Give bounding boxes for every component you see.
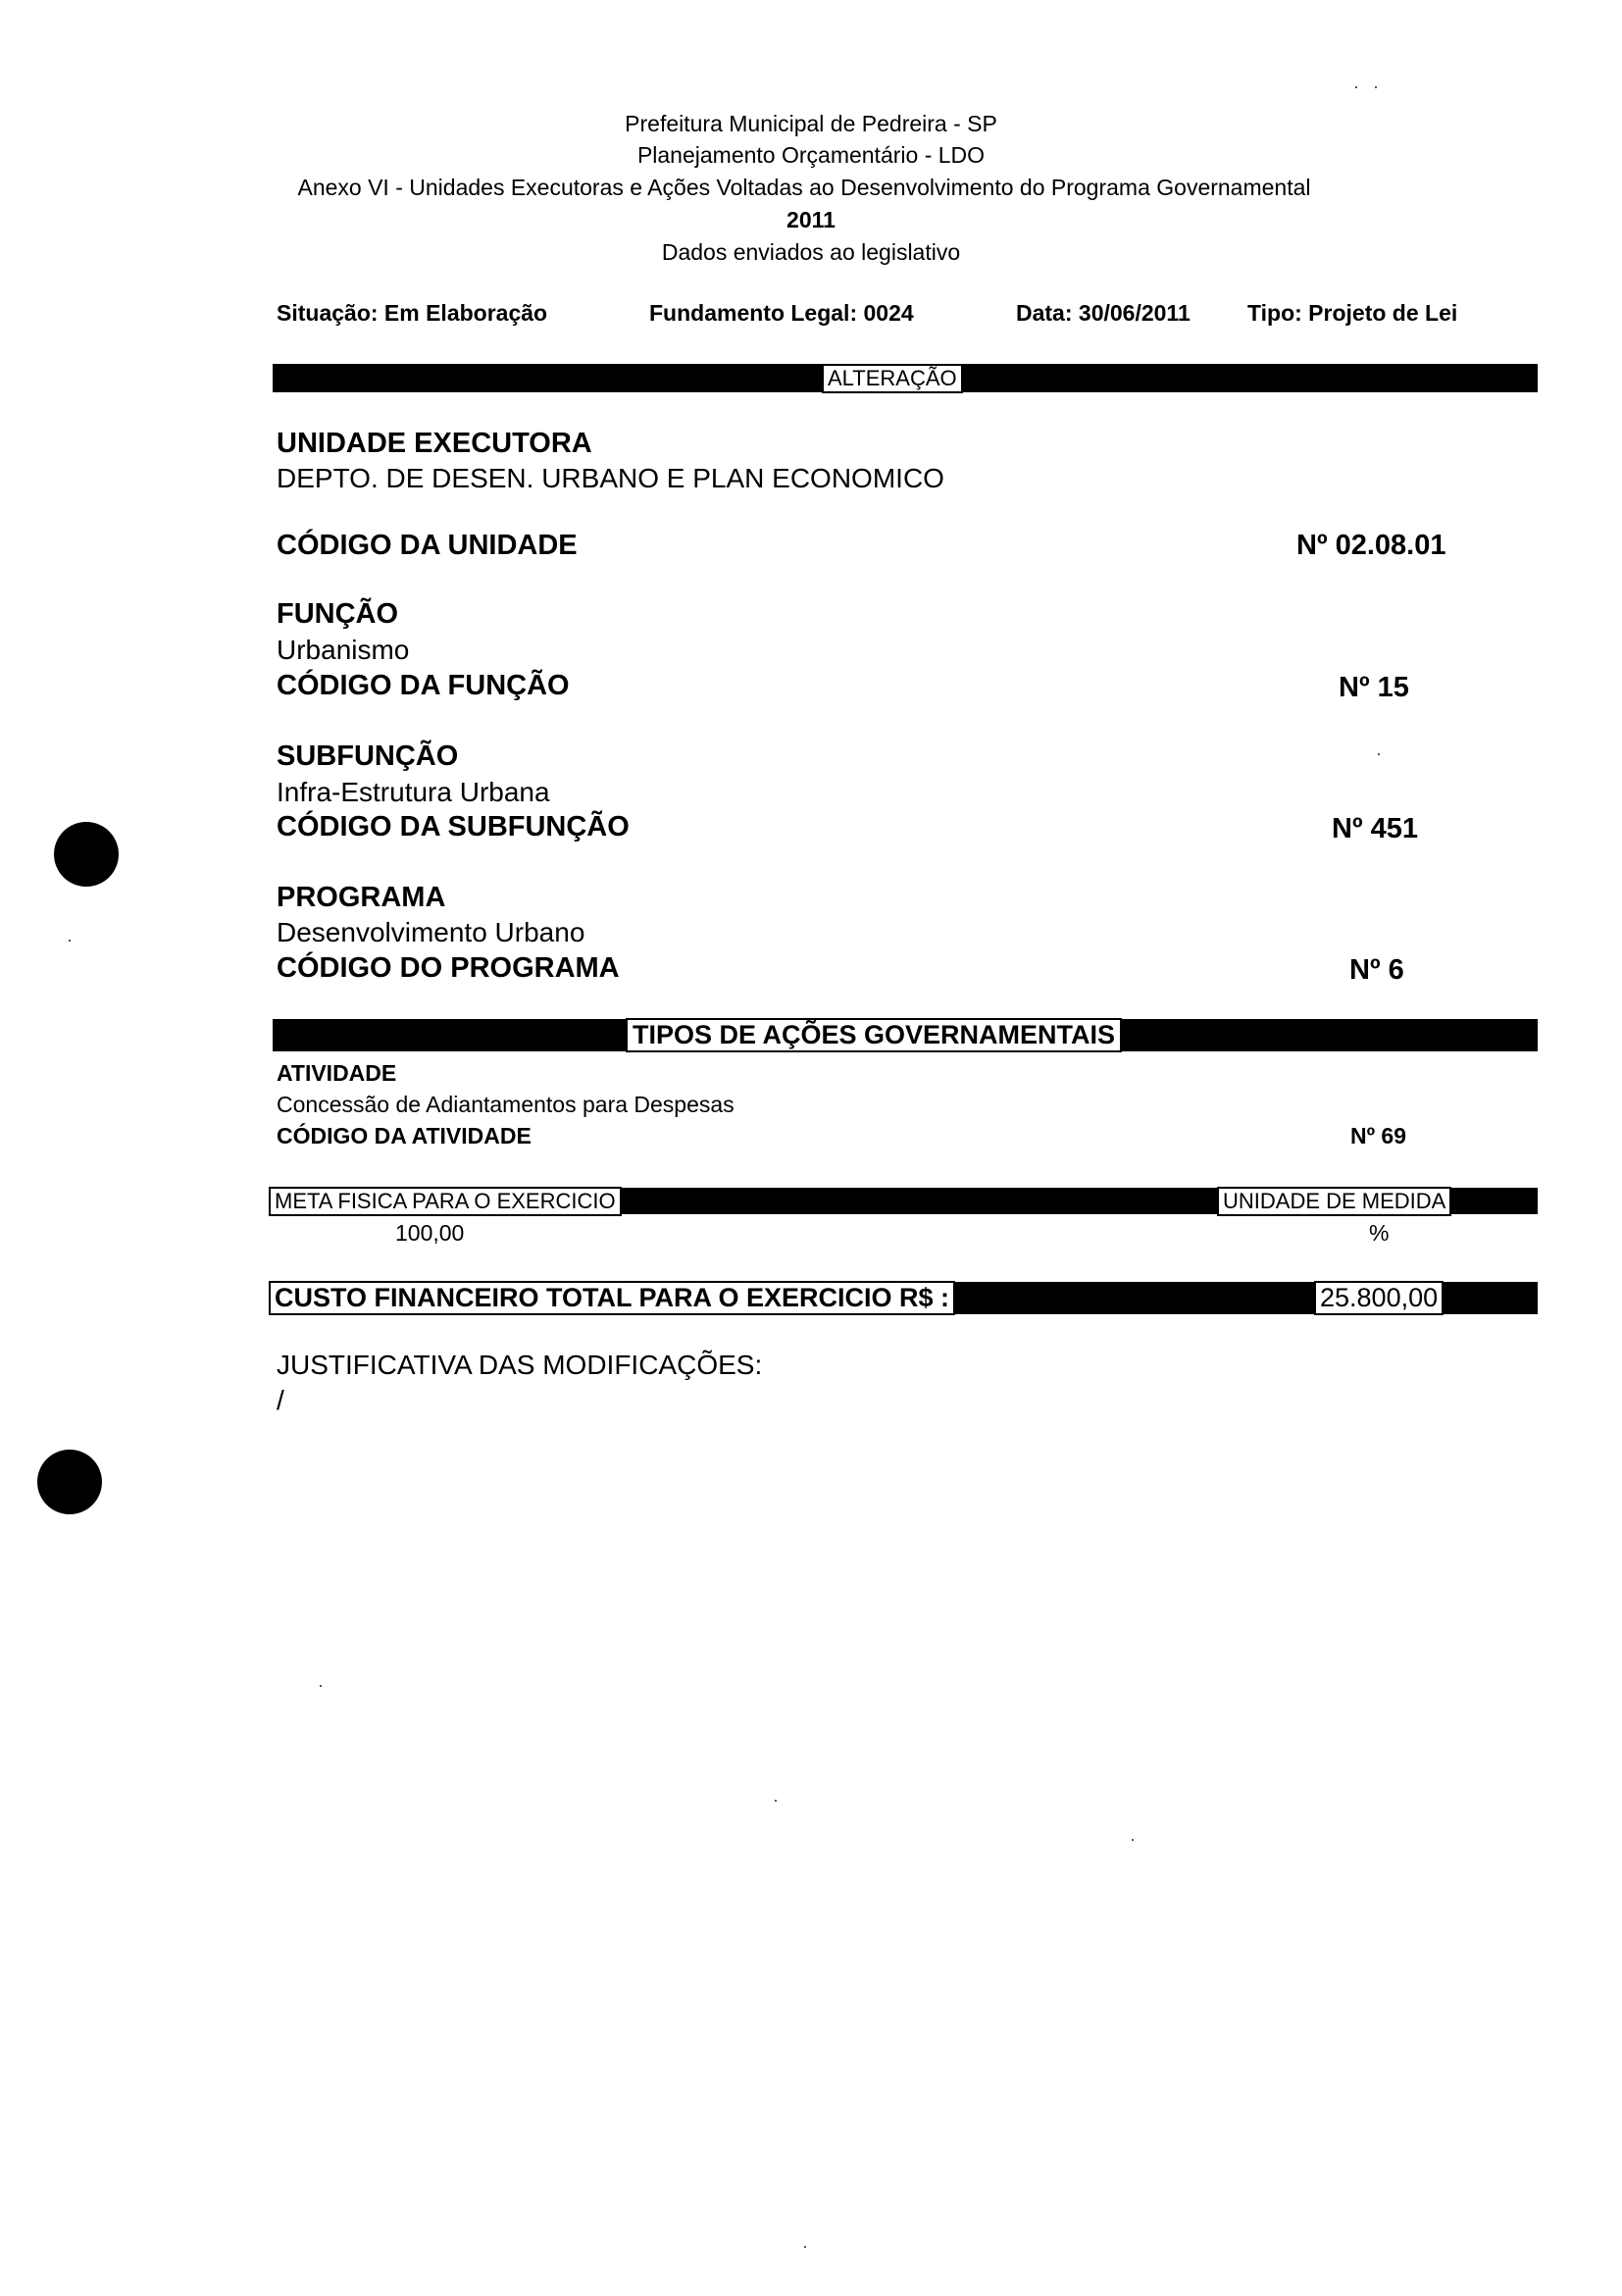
header-planejamento: Planejamento Orçamentário - LDO — [636, 142, 986, 168]
tipos-acoes-label: TIPOS DE AÇÕES GOVERNAMENTAIS — [626, 1018, 1122, 1052]
codigo-atividade-title: CÓDIGO DA ATIVIDADE — [277, 1123, 532, 1148]
funcao-value: Urbanismo — [277, 635, 410, 665]
scan-speck — [1355, 86, 1357, 88]
codigo-programa-number: Nº 6 — [1349, 954, 1404, 986]
alteracao-label: ALTERAÇÃO — [822, 364, 963, 393]
justificativa-value: / — [277, 1385, 284, 1415]
scan-speck — [775, 1800, 777, 1802]
custo-value: 25.800,00 — [1314, 1281, 1444, 1315]
header-prefeitura: Prefeitura Municipal de Pedreira - SP — [625, 111, 997, 136]
scan-speck — [69, 940, 71, 942]
codigo-subfuncao-title: CÓDIGO DA SUBFUNÇÃO — [277, 811, 630, 842]
meta-fisica-band — [269, 1188, 1538, 1214]
alteracao-band — [273, 364, 1538, 392]
codigo-funcao-title: CÓDIGO DA FUNÇÃO — [277, 670, 570, 701]
header-year: 2011 — [786, 207, 836, 232]
subfuncao-value: Infra-Estrutura Urbana — [277, 777, 550, 807]
meta-fisica-value: 100,00 — [395, 1220, 465, 1246]
atividade-title: ATIVIDADE — [277, 1060, 397, 1086]
tipo-label: Tipo: Projeto de Lei — [1247, 300, 1458, 326]
situacao-label: Situação: Em Elaboração — [277, 300, 548, 326]
punch-hole-lower — [37, 1450, 102, 1514]
header-dados-enviados: Dados enviados ao legislativo — [661, 239, 961, 265]
scan-speck — [320, 1685, 322, 1687]
unidade-medida-value: % — [1369, 1220, 1390, 1246]
unidade-executora-title: UNIDADE EXECUTORA — [277, 428, 592, 459]
funcao-title: FUNÇÃO — [277, 598, 399, 630]
custo-label: CUSTO FINANCEIRO TOTAL PARA O EXERCICIO R$ : — [269, 1281, 955, 1315]
custo-band — [269, 1282, 1538, 1314]
fundamento-legal-label: Fundamento Legal: 0024 — [649, 300, 914, 326]
data-label: Data: 30/06/2011 — [1016, 300, 1191, 326]
programa-value: Desenvolvimento Urbano — [277, 917, 585, 947]
codigo-unidade-title: CÓDIGO DA UNIDADE — [277, 530, 578, 561]
codigo-programa-title: CÓDIGO DO PROGRAMA — [277, 952, 620, 984]
subfuncao-title: SUBFUNÇÃO — [277, 740, 459, 772]
unidade-executora-value: DEPTO. DE DESEN. URBANO E PLAN ECONOMICO — [277, 463, 944, 493]
meta-fisica-label: META FISICA PARA O EXERCICIO — [269, 1187, 622, 1216]
scan-speck — [1375, 86, 1377, 88]
codigo-atividade-number: Nº 69 — [1350, 1123, 1406, 1148]
scan-speck — [804, 2246, 806, 2248]
tipos-acoes-band — [273, 1019, 1538, 1051]
scan-speck — [1132, 1839, 1134, 1841]
header-anexo: Anexo VI - Unidades Executoras e Ações Voltadas ao Desenvolvimento do Programa Governamental — [297, 175, 1311, 200]
atividade-value: Concessão de Adiantamentos para Despesas — [277, 1092, 735, 1117]
codigo-funcao-number: Nº 15 — [1339, 672, 1409, 703]
codigo-subfuncao-number: Nº 451 — [1332, 813, 1418, 844]
justificativa-title: JUSTIFICATIVA DAS MODIFICAÇÕES: — [277, 1350, 763, 1380]
scan-speck — [1378, 753, 1380, 755]
programa-title: PROGRAMA — [277, 882, 446, 913]
unidade-medida-label: UNIDADE DE MEDIDA — [1217, 1187, 1451, 1216]
punch-hole-upper — [54, 822, 119, 887]
codigo-unidade-number: Nº 02.08.01 — [1296, 530, 1446, 561]
